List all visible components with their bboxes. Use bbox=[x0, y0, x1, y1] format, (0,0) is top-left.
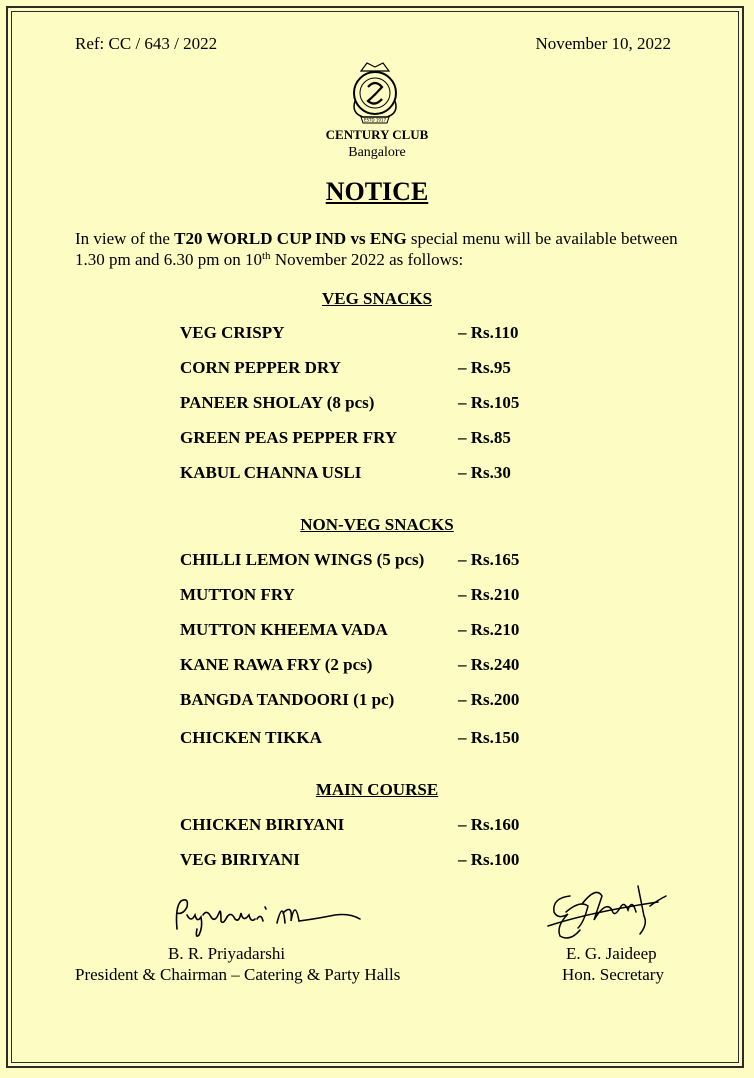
menu-item-name: KABUL CHANNA USLI bbox=[180, 463, 362, 482]
menu-item-name: CORN PEPPER DRY bbox=[180, 358, 341, 377]
svg-text:ESTD 1917: ESTD 1917 bbox=[363, 117, 387, 123]
signature-priyadarshi bbox=[165, 893, 365, 946]
menu-item-name: VEG CRISPY bbox=[180, 323, 285, 342]
menu-item-price: – Rs.165 bbox=[458, 550, 520, 569]
menu-item-name: CHICKEN BIRIYANI bbox=[180, 815, 345, 834]
menu-item-price: – Rs.85 bbox=[458, 428, 511, 447]
menu-item-price: – Rs.200 bbox=[458, 690, 520, 709]
section-title-main-course: MAIN COURSE bbox=[315, 780, 439, 799]
menu-item-name: PANEER SHOLAY (8 pcs) bbox=[180, 393, 375, 412]
menu-item-name: CHICKEN TIKKA bbox=[180, 728, 322, 747]
menu-item-price: – Rs.110 bbox=[458, 323, 519, 342]
signatory-right-title: Hon. Secretary bbox=[562, 965, 664, 984]
signature-jaideep bbox=[540, 882, 670, 949]
menu-item-price: – Rs.95 bbox=[458, 358, 511, 377]
menu-item-name: MUTTON FRY bbox=[180, 585, 295, 604]
menu-item-name: KANE RAWA FRY (2 pcs) bbox=[180, 655, 373, 674]
menu-item-price: – Rs.240 bbox=[458, 655, 520, 674]
menu-item-price: – Rs.210 bbox=[458, 585, 520, 604]
menu-item-price: – Rs.100 bbox=[458, 850, 520, 869]
menu-item-name: CHILLI LEMON WINGS (5 pcs) bbox=[180, 550, 425, 569]
signatory-left-title: President & Chairman – Catering & Party Halls bbox=[75, 965, 401, 984]
menu-item-price: – Rs.210 bbox=[458, 620, 520, 639]
signatory-left-name: B. R. Priyadarshi bbox=[168, 944, 286, 963]
club-city: Bangalore bbox=[348, 145, 406, 160]
section-title-non-veg-snacks: NON-VEG SNACKS bbox=[300, 515, 454, 534]
menu-item-name: VEG BIRIYANI bbox=[180, 850, 300, 869]
club-name: CENTURY CLUB bbox=[325, 127, 429, 142]
notice-date: November 10, 2022 bbox=[535, 34, 671, 53]
menu-item-name: MUTTON KHEEMA VADA bbox=[180, 620, 388, 639]
notice-title: NOTICE bbox=[325, 177, 429, 206]
menu-item-name: GREEN PEAS PEPPER FRY bbox=[180, 428, 398, 447]
signatory-right-name: E. G. Jaideep bbox=[566, 944, 657, 963]
section-title-veg-snacks: VEG SNACKS bbox=[321, 289, 433, 308]
menu-item-name: BANGDA TANDOORI (1 pc) bbox=[180, 690, 395, 709]
menu-item-price: – Rs.105 bbox=[458, 393, 520, 412]
club-crest-logo bbox=[347, 57, 403, 125]
menu-item-price: – Rs.30 bbox=[458, 463, 511, 482]
notice-intro: In view of the T20 WORLD CUP IND vs ENG special menu will be available between 1.30 pm and 6.30 pm on 10th November 2022 as follows: bbox=[75, 229, 678, 269]
menu-item-price: – Rs.160 bbox=[458, 815, 520, 834]
reference-number: Ref: CC / 643 / 2022 bbox=[75, 34, 218, 53]
menu-item-price: – Rs.150 bbox=[458, 728, 520, 747]
